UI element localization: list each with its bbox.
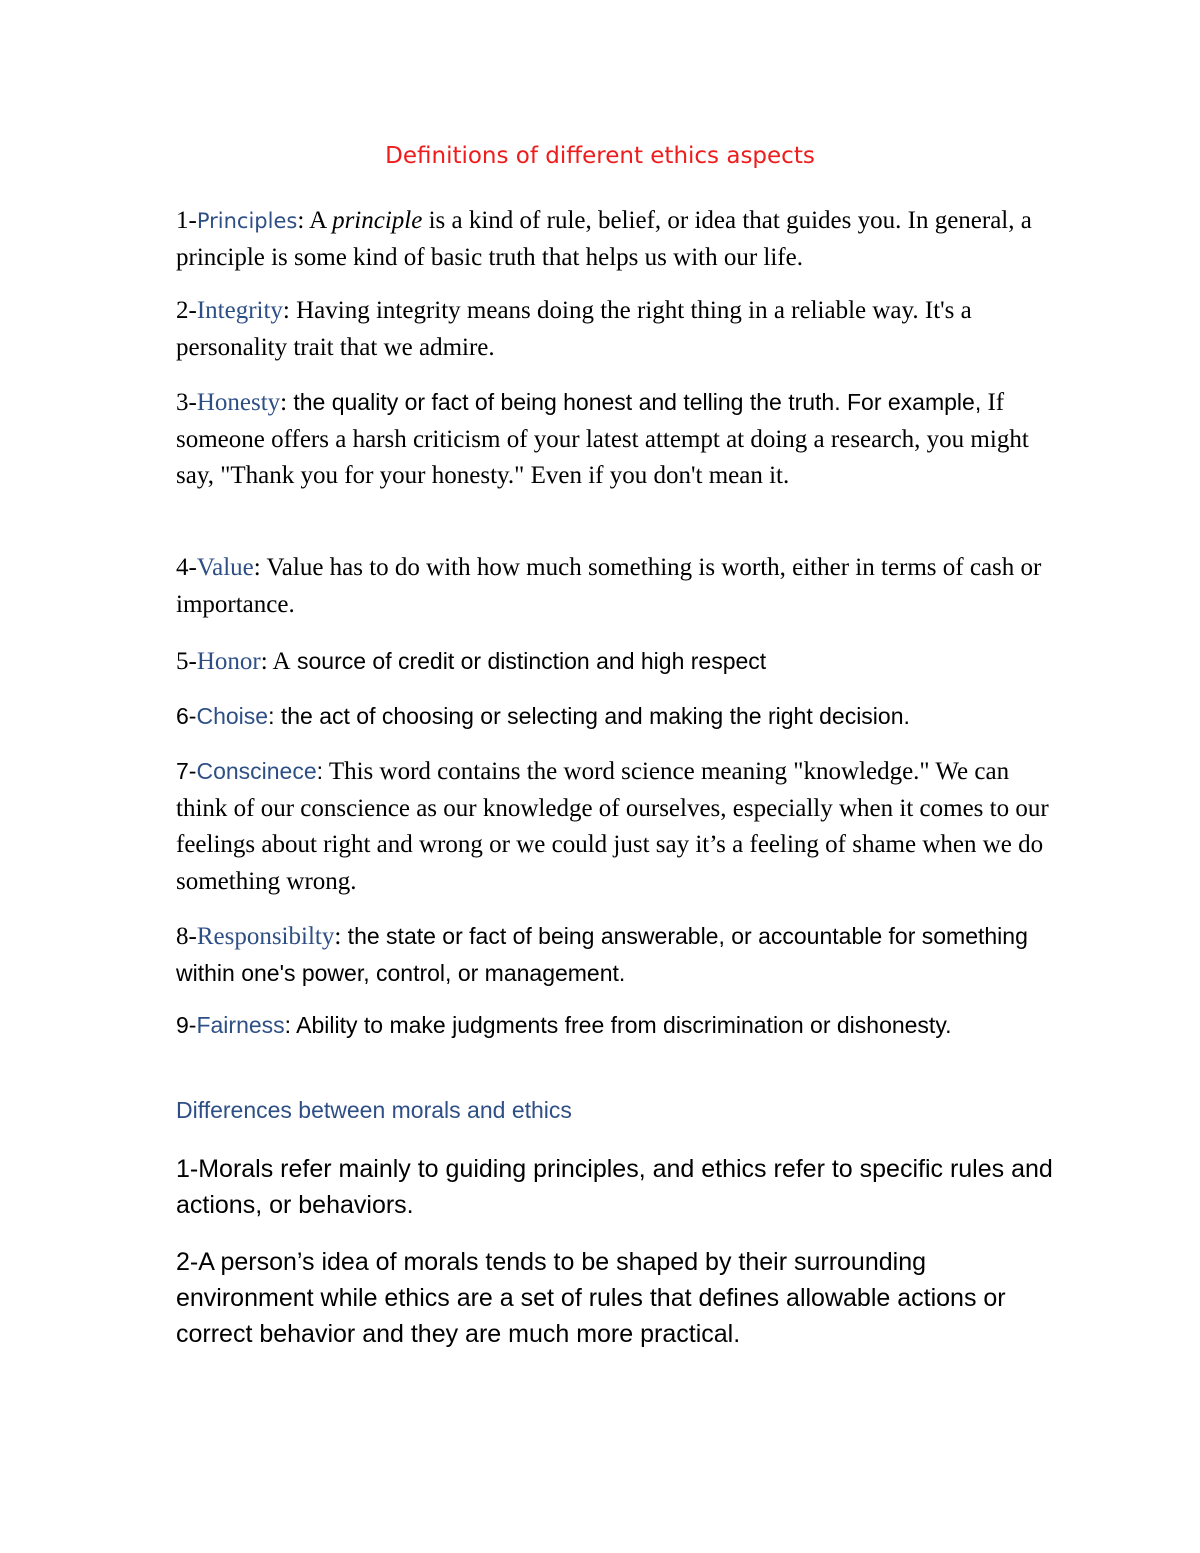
definition-number: 8- <box>176 923 197 950</box>
definition-number: 5- <box>176 648 197 675</box>
definition-italic-term: principle <box>332 207 423 234</box>
definition-text: : Having integrity means doing the right thing in a reliable way. It's a personality trait that we admire. <box>176 297 972 361</box>
definition-term: Honesty <box>196 389 281 416</box>
difference-item-1: 1-Morals refer mainly to guiding principles, and ethics refer to specific rules and actions, or behaviors. <box>176 1155 1053 1219</box>
definition-term: Honor <box>196 648 261 675</box>
definition-conscinece <box>176 753 1056 900</box>
definition-number: 1- <box>176 207 197 234</box>
definition-text: : Ability to make judgments free from discrimination or dishonesty. <box>284 1012 952 1038</box>
definition-term: Integrity <box>196 297 283 324</box>
definition-sans-text: the state or fact of being answerable, or accountable for something within one's power, control, or management. <box>176 923 1028 986</box>
definition-honor <box>176 643 1056 681</box>
definition-colon: : A <box>260 648 291 675</box>
page-title: Definitions of different ethics aspects <box>385 143 815 169</box>
difference-item-2: 2-A person’s idea of morals tends to be shaped by their surrounding environment while ethics are a set of rules that defines allowable actions or correct behavior and they are much more practical. <box>176 1248 1006 1348</box>
definition-choise <box>176 698 1056 734</box>
definition-term: Fairness <box>196 1012 285 1038</box>
definition-integrity <box>176 293 1056 366</box>
definition-term: Choise <box>196 703 269 729</box>
definition-text: If someone offers a harsh criticism of your latest attempt at doing a research, you might say, "Thank you for your honesty." Even if you don't mean it. <box>176 389 1029 489</box>
definition-text: is a kind of rule, belief, or idea that guides you. In general, a principle is some kind of basic truth that helps us with our life. <box>176 207 1032 271</box>
definition-term: Principles <box>196 209 298 233</box>
definition-number: 4- <box>176 554 197 581</box>
definition-term: Conscinece <box>196 758 317 784</box>
definition-responsibilty <box>176 918 1056 991</box>
definition-fairness <box>176 1007 1056 1043</box>
definition-number: 3- <box>176 389 197 416</box>
definition-colon: : <box>280 389 294 416</box>
definition-colon: : <box>316 758 324 784</box>
definition-term: Value <box>196 554 254 581</box>
definition-value <box>176 550 1056 623</box>
definition-number: 7- <box>176 758 197 784</box>
definition-honesty <box>176 384 1056 495</box>
definition-sans-text: the quality or fact of being honest and telling the truth. For example, <box>293 389 982 415</box>
definition-text: This word contains the word science meaning "knowledge." We can think of our conscience as our knowledge of ourselves, especially when it comes to our feelings about right and wrong or we could just say it’s a feeling of shame when we do something wrong. <box>176 758 1049 895</box>
definition-text: : the act of choosing or selecting and making the right decision. <box>268 703 910 729</box>
differences-heading: Differences between morals and ethics <box>176 1097 572 1123</box>
definition-colon: : <box>334 923 342 950</box>
definition-text: : Value has to do with how much something is worth, either in terms of cash or importance. <box>176 554 1042 618</box>
definition-number: 9- <box>176 1012 197 1038</box>
definition-number: 6- <box>176 703 197 729</box>
definition-sans-text: source of credit or distinction and high respect <box>290 648 767 674</box>
definition-lead: : A <box>297 207 333 234</box>
definition-number: 2- <box>176 297 197 324</box>
definition-principles <box>176 203 1056 276</box>
definition-term: Responsibilty <box>196 923 335 950</box>
